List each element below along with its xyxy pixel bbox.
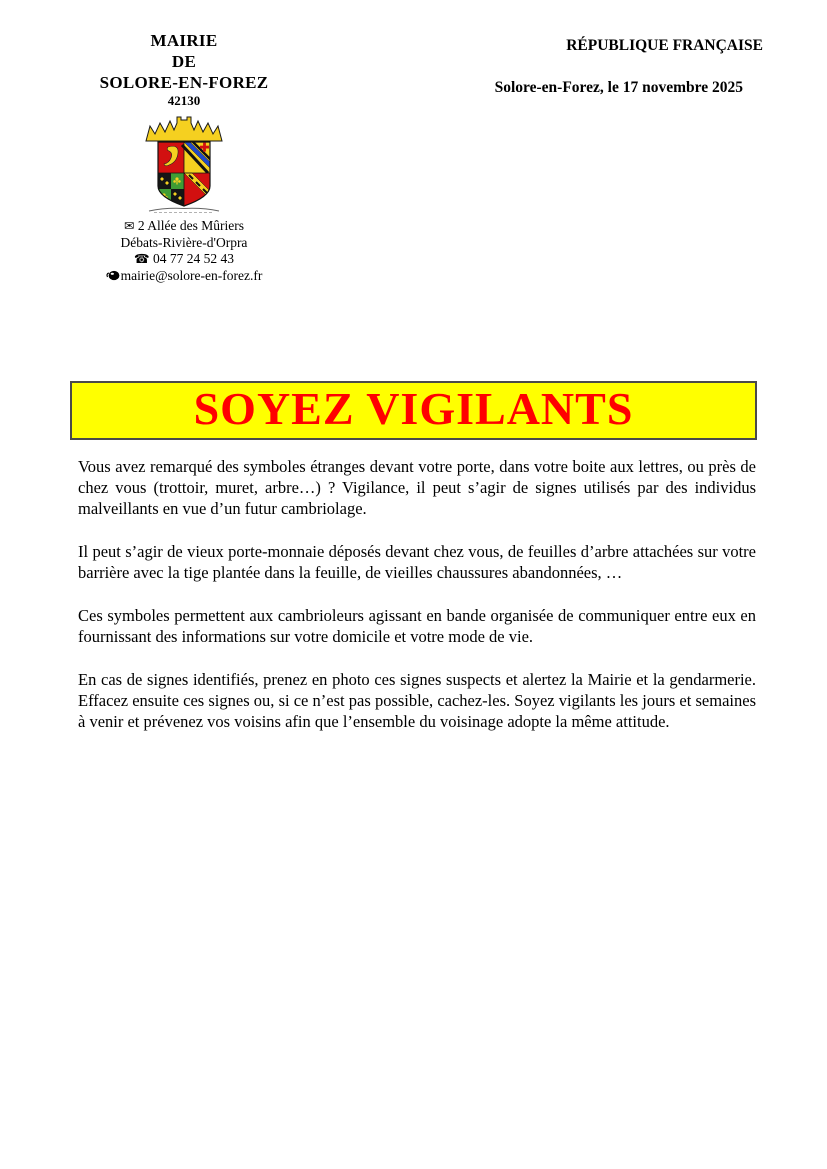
republic-heading: RÉPUBLIQUE FRANÇAISE xyxy=(566,37,763,54)
mouse-icon xyxy=(106,269,120,281)
body-paragraph-1: Vous avez remarqué des symboles étranges devant votre porte, dans votre boite aux lettres, ou près de chez vous (trottoir, muret, arbre…) ? Vigilance, il peut s’agir de signes utilisés par des individus malveillants en vue d’un futur cambriolage. xyxy=(78,457,756,518)
body-paragraph-2: Il peut s’agir de vieux porte-monnaie déposés devant chez vous, de feuilles d’arbre attachées sur votre barrière avec la tige plantée dans la feuille, de vieilles chaussures abandonnées, … xyxy=(78,542,756,582)
alert-banner xyxy=(70,381,757,440)
crown-icon xyxy=(146,117,222,141)
org-name-line3: SOLORE-EN-FOREZ xyxy=(99,73,269,92)
place-date-line: Solore-en-Forez, le 17 novembre 2025 xyxy=(494,79,743,96)
phone-line: ☎ 04 77 24 52 43 xyxy=(134,251,234,266)
email-line xyxy=(70,268,298,285)
sender-block xyxy=(70,30,298,284)
postal-code: 42130 xyxy=(167,93,201,108)
org-name-line1: MAIRIE xyxy=(150,31,218,50)
phone-icon: ☎ xyxy=(134,251,150,266)
email-address: mairie@solore-en-forez.fr xyxy=(120,267,263,283)
address-line-1: ✉ 2 Allée des Mûriers xyxy=(124,218,244,233)
letter-body xyxy=(78,456,756,754)
body-paragraph-3: Ces symboles permettent aux cambrioleurs agissant en bande organisée de communiquer entre eux en fournissant des informations sur votre domicile et votre mode de vie. xyxy=(78,606,756,646)
envelope-icon: ✉ xyxy=(124,218,135,233)
coat-of-arms xyxy=(136,111,232,215)
alert-banner-title: SOYEZ VIGILANTS xyxy=(193,382,634,434)
org-name-line2: DE xyxy=(171,52,197,71)
sender-address xyxy=(70,218,298,284)
motto-scroll xyxy=(149,208,219,212)
address-line-2: Débats-Rivière-d'Orpra xyxy=(120,234,248,250)
body-paragraph-4: En cas de signes identifiés, prenez en photo ces signes suspects et alertez la Mairie et la gendarmerie. Effacez ensuite ces signes ou, si ce n’est pas possible, cachez-les. Soyez vigilants les jours et semaines à venir et prévenez vos voisins afin que l’ensemble du voisinage adopte la même attitude. xyxy=(78,670,756,731)
